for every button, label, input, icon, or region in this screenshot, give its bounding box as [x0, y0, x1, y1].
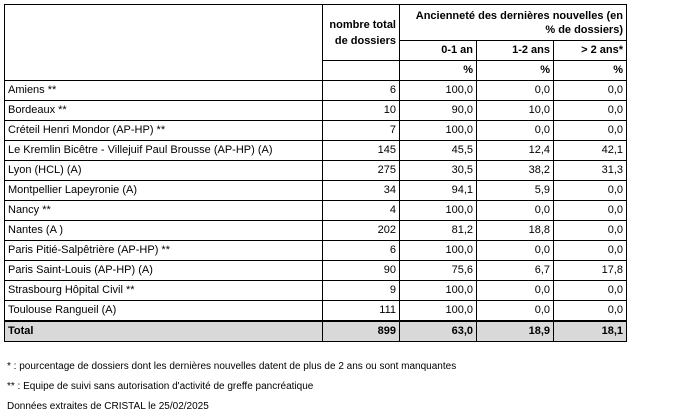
row-name: Nancy **: [5, 201, 323, 221]
row-name: Le Kremlin Bicêtre - Villejuif Paul Brousse (AP-HP) (A): [5, 141, 323, 161]
row-total-count: 10: [323, 101, 400, 121]
row-pct-1-2: 0,0: [477, 121, 554, 141]
row-total-count: 9: [323, 281, 400, 301]
row-total-count: 7: [323, 121, 400, 141]
row-total-count: 111: [323, 301, 400, 322]
table-row: [5, 221, 627, 241]
unit-cell: %: [477, 61, 554, 81]
row-pct-1-2: 18,8: [477, 221, 554, 241]
row-total-count: 34: [323, 181, 400, 201]
row-name: Toulouse Rangueil (A): [5, 301, 323, 322]
table-row: [5, 241, 627, 261]
row-pct-1-2: 18,9: [477, 321, 554, 342]
row-name: Total: [5, 321, 323, 342]
unit-cell: [323, 61, 400, 81]
table-row: [5, 121, 627, 141]
row-pct-1-2: 0,0: [477, 201, 554, 221]
row-name: Créteil Henri Mondor (AP-HP) **: [5, 121, 323, 141]
row-pct-over-2: 0,0: [554, 241, 627, 261]
row-pct-0-1: 100,0: [400, 81, 477, 101]
row-name: Bordeaux **: [5, 101, 323, 121]
row-pct-0-1: 81,2: [400, 221, 477, 241]
table-row: [5, 141, 627, 161]
row-pct-0-1: 63,0: [400, 321, 477, 342]
corner-cell: [5, 5, 323, 81]
row-total-count: 275: [323, 161, 400, 181]
row-pct-0-1: 100,0: [400, 281, 477, 301]
row-name: Strasbourg Hôpital Civil **: [5, 281, 323, 301]
row-pct-over-2: 42,1: [554, 141, 627, 161]
row-name: Nantes (A ): [5, 221, 323, 241]
col-header-plus-2-ans: > 2 ans*: [554, 41, 627, 61]
row-pct-0-1: 45,5: [400, 141, 477, 161]
table-row: [5, 201, 627, 221]
footnote: ** : Equipe de suivi sans autorisation d'activité de greffe pancréatique: [7, 381, 314, 392]
row-name: Paris Saint-Louis (AP-HP) (A): [5, 261, 323, 281]
row-pct-over-2: 0,0: [554, 181, 627, 201]
row-pct-1-2: 5,9: [477, 181, 554, 201]
total-row: [5, 321, 627, 342]
row-pct-1-2: 10,0: [477, 101, 554, 121]
row-pct-over-2: 18,1: [554, 321, 627, 342]
row-pct-0-1: 100,0: [400, 301, 477, 322]
row-pct-0-1: 75,6: [400, 261, 477, 281]
table-row: [5, 161, 627, 181]
row-pct-0-1: 30,5: [400, 161, 477, 181]
row-pct-over-2: 0,0: [554, 301, 627, 322]
row-pct-over-2: 17,8: [554, 261, 627, 281]
row-pct-0-1: 94,1: [400, 181, 477, 201]
row-total-count: 6: [323, 241, 400, 261]
row-pct-over-2: 0,0: [554, 221, 627, 241]
unit-cell: %: [554, 61, 627, 81]
row-pct-1-2: 0,0: [477, 281, 554, 301]
footnote: * : pourcentage de dossiers dont les dernières nouvelles datent de plus de 2 ans ou sont manquantes: [7, 361, 457, 372]
row-pct-0-1: 100,0: [400, 121, 477, 141]
total-header: nombre total de dossiers: [323, 5, 400, 61]
col-header-1-2-ans: 1-2 ans: [477, 41, 554, 61]
row-total-count: 4: [323, 201, 400, 221]
footnote: Données extraites de CRISTAL le 25/02/2025: [7, 401, 209, 412]
table-row: [5, 181, 627, 201]
row-pct-0-1: 100,0: [400, 241, 477, 261]
table-row: [5, 81, 627, 101]
row-pct-1-2: 0,0: [477, 81, 554, 101]
table-row: [5, 261, 627, 281]
table-row: [5, 101, 627, 121]
row-pct-over-2: 0,0: [554, 81, 627, 101]
row-pct-1-2: 12,4: [477, 141, 554, 161]
col-header-0-1-an: 0-1 an: [400, 41, 477, 61]
row-pct-1-2: 0,0: [477, 301, 554, 322]
row-pct-over-2: 0,0: [554, 281, 627, 301]
row-name: Lyon (HCL) (A): [5, 161, 323, 181]
row-name: Montpellier Lapeyronie (A): [5, 181, 323, 201]
row-pct-1-2: 38,2: [477, 161, 554, 181]
row-pct-1-2: 6,7: [477, 261, 554, 281]
row-pct-0-1: 90,0: [400, 101, 477, 121]
row-total-count: 145: [323, 141, 400, 161]
row-total-count: 90: [323, 261, 400, 281]
row-total-count: 202: [323, 221, 400, 241]
row-pct-over-2: 31,3: [554, 161, 627, 181]
row-total-count: 6: [323, 81, 400, 101]
row-name: Amiens **: [5, 81, 323, 101]
table-row: [5, 281, 627, 301]
row-pct-over-2: 0,0: [554, 201, 627, 221]
row-total-count: 899: [323, 321, 400, 342]
row-name: Paris Pitié-Salpêtrière (AP-HP) **: [5, 241, 323, 261]
row-pct-over-2: 0,0: [554, 121, 627, 141]
table-row: [5, 301, 627, 322]
footnotes: [7, 357, 456, 417]
row-pct-over-2: 0,0: [554, 101, 627, 121]
group-header: Ancienneté des dernières nouvelles (en % de dossiers): [400, 5, 627, 41]
row-pct-0-1: 100,0: [400, 201, 477, 221]
unit-cell: %: [400, 61, 477, 81]
data-table: [4, 4, 627, 342]
row-pct-1-2: 0,0: [477, 241, 554, 261]
